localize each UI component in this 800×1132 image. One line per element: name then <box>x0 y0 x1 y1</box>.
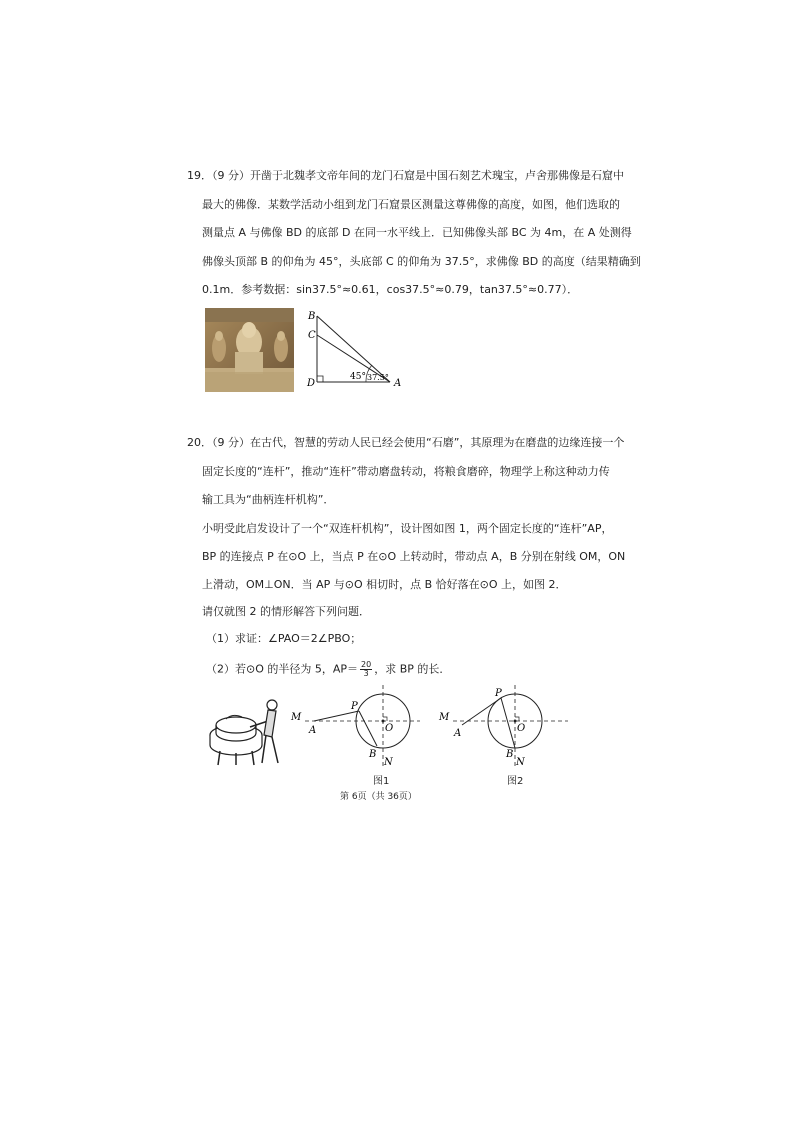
fig1-label-p: P <box>351 701 358 712</box>
figure-2-caption: 图2 <box>507 776 524 787</box>
q20-line-2: 固定长度的“连杆”，推动“连杆”带动磨盘转动，将粮食磨碎，物理学上称这种动力传 <box>202 465 610 478</box>
q20-part-2 <box>206 661 450 678</box>
q20-line-3: 输工具为“曲柄连杆机构”． <box>202 493 335 506</box>
q20-figure-2 <box>433 683 573 773</box>
page-footer: 第 6页（共 36页） <box>340 792 417 802</box>
fig2-label-p: P <box>495 688 502 699</box>
q19-line-1: 19．（9 分）开凿于北魏孝文帝年间的龙门石窟是中国石刻艺术瑰宝，卢舍那佛像是石窟中 <box>187 169 624 182</box>
q20-line-6: 上滑动，OM⊥ON．当 AP 与⊙O 相切时，点 B 恰好落在⊙O 上，如图 2． <box>202 578 567 591</box>
fig1-label-o: O <box>385 723 394 734</box>
q20-part-1: （1）求证：∠PAO＝2∠PBO； <box>206 632 362 645</box>
q20-line-4: 小明受此启发设计了一个“双连杆机构”，设计图如图 1，两个固定长度的“连杆”AP， <box>202 522 613 535</box>
label-d: D <box>307 378 316 389</box>
angle-37-5: 37.5° <box>367 373 389 382</box>
figure-1-caption: 图1 <box>373 776 390 787</box>
fig1-label-b: B <box>369 749 377 760</box>
fig1-label-n: N <box>384 757 393 768</box>
buddha-statue-photo <box>205 308 294 392</box>
label-c: C <box>308 330 316 341</box>
q19-line-2: 最大的佛像．某数学活动小组到龙门石窟景区测量这尊佛像的高度，如图，他们选取的 <box>202 198 620 211</box>
fig1-label-m: M <box>291 712 302 723</box>
fig2-label-m: M <box>439 712 450 723</box>
fig2-label-a: A <box>454 728 462 739</box>
ap-fraction <box>360 661 372 678</box>
fig2-label-n: N <box>516 757 525 768</box>
angle-45: 45° <box>350 372 366 382</box>
q20-line-5: BP 的连接点 P 在⊙O 上，当点 P 在⊙O 上转动时，带动点 A，B 分别在射线 OM，ON <box>202 550 626 563</box>
fig2-label-b: B <box>506 749 514 760</box>
fig2-label-o: O <box>517 723 526 734</box>
q20-line-7: 请仅就图 2 的情形解答下列问题． <box>202 605 370 618</box>
q19-line-4: 佛像头顶部 B 的仰角为 45°，头底部 C 的仰角为 37.5°，求佛像 BD 的高度（结果精确到 <box>202 255 641 268</box>
q20-line-1: 20．（9 分）在古代，智慧的劳动人民已经会使用“石磨”，其原理为在磨盘的边缘连接一个 <box>187 436 625 449</box>
q19-line-5: 0.1m．参考数据：sin37.5°≈0.61，cos37.5°≈0.79，tan37.5°≈0.77）． <box>202 283 579 296</box>
q20-figure-1 <box>285 683 425 773</box>
label-b: B <box>308 311 316 322</box>
q19-triangle-figure <box>300 308 410 392</box>
q20-part-2-suffix: ，求 BP 的长． <box>374 662 451 676</box>
fig1-label-a: A <box>309 725 317 736</box>
q19-line-3: 测量点 A 与佛像 BD 的底部 D 在同一水平线上．已知佛像头部 BC 为 4m，在 A 处测得 <box>202 226 632 239</box>
fraction-denominator: 3 <box>363 669 369 678</box>
q20-part-2-prefix: （2）若⊙O 的半径为 5，AP＝ <box>206 662 359 676</box>
fraction-numerator: 20 <box>361 660 372 669</box>
millstone-illustration <box>206 695 292 767</box>
label-a: A <box>394 378 402 389</box>
